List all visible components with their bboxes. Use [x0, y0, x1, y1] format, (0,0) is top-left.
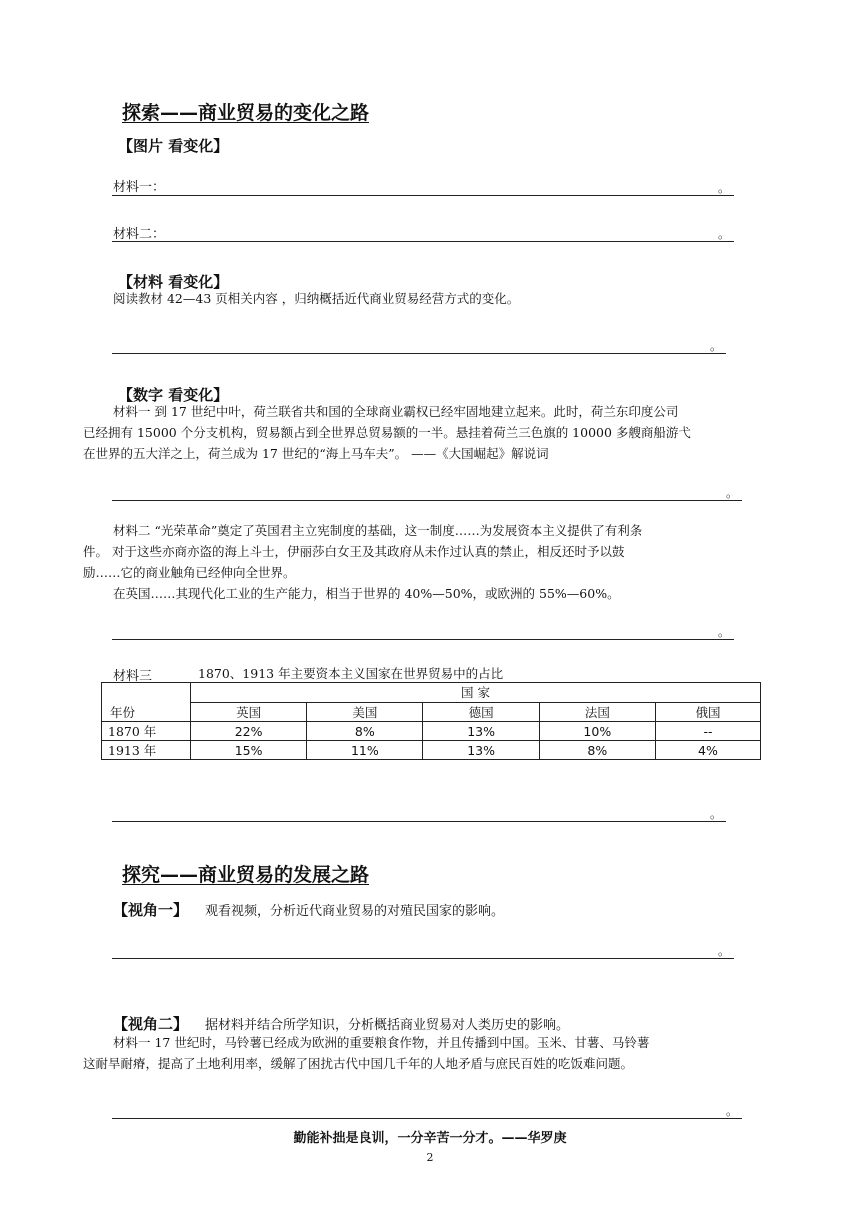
- value-cell: 22%: [191, 722, 307, 741]
- material-prompt: 阅读教材 42—43 页相关内容 ，归纳概括近代商业贸易经营方式的变化。: [113, 291, 520, 306]
- country-group-header: 国 家: [191, 683, 761, 703]
- line-end-period: 。: [718, 181, 731, 195]
- picture-item2-label: 材料二：: [113, 227, 166, 242]
- number-m2-line3: 励……它的商业触角已经伸向全世界。: [83, 565, 296, 580]
- number-heading: 【数字 看变化】: [118, 386, 229, 404]
- line-end-period: 。: [726, 1104, 739, 1118]
- number-m3-label: 材料三: [113, 669, 153, 684]
- year-cell: 1870 年: [102, 722, 191, 741]
- trade-share-table: [101, 682, 761, 760]
- country-header: 德国: [423, 702, 539, 722]
- value-cell: --: [655, 722, 760, 741]
- number-m1-line2: 已经拥有 15000 个分支机构，贸易额占到全世界总贸易额的一半。悬挂着荷兰三色旗的 10000 多艘商船游弋: [83, 425, 691, 440]
- value-cell: 11%: [307, 741, 423, 760]
- year-header: 年份: [102, 683, 191, 722]
- angle2-label: 【视角二】: [113, 1015, 189, 1033]
- picture-item1-label: 材料一：: [113, 180, 166, 195]
- picture-heading: 【图片 看变化】: [118, 137, 229, 155]
- answer-line-5[interactable]: [112, 639, 734, 640]
- number-m1-line1: 材料一 到 17 世纪中叶，荷兰联省共和国的全球商业霸权已经牢固地建立起来。此时，荷兰东印度公司: [113, 404, 679, 419]
- angle1-label: 【视角一】: [113, 901, 189, 919]
- angle2-m1-line1: 材料一 17 世纪时，马铃薯已经成为欧洲的重要粮食作物，并且传播到中国。玉米、甘薯、马铃薯: [113, 1035, 650, 1050]
- answer-line-8[interactable]: [112, 1118, 742, 1119]
- country-header: 法国: [539, 702, 655, 722]
- line-end-period: 。: [718, 227, 731, 241]
- line-end-period: 。: [718, 625, 731, 639]
- angle1-prompt: 观看视频，分析近代商业贸易的对殖民国家的影响。: [205, 904, 505, 919]
- line-end-period: 。: [726, 486, 739, 500]
- angle2-m1-line2: 这耐旱耐瘠，提高了土地利用率，缓解了困扰古代中国几千年的人地矛盾与庶民百姓的吃饭难问题。: [83, 1056, 634, 1071]
- line-end-period: 。: [710, 339, 723, 353]
- year-cell: 1913 年: [102, 741, 191, 760]
- table-row: [102, 741, 761, 760]
- value-cell: 13%: [423, 722, 539, 741]
- line-end-period: 。: [718, 944, 731, 958]
- section-title-explore: 探索——商业贸易的变化之路: [122, 102, 370, 124]
- value-cell: 8%: [539, 741, 655, 760]
- answer-line-4[interactable]: [112, 500, 742, 501]
- page-number: 2: [426, 1151, 434, 1164]
- footer-quote: 勤能补拙是良训，一分辛苦一分才。——华罗庚: [293, 1131, 567, 1146]
- value-cell: 15%: [191, 741, 307, 760]
- table-row: [102, 722, 761, 741]
- country-header: 俄国: [655, 702, 760, 722]
- line-end-period: 。: [710, 807, 723, 821]
- country-header: 美国: [307, 702, 423, 722]
- answer-line-2[interactable]: [112, 241, 734, 242]
- country-header: 英国: [191, 702, 307, 722]
- section-title-inquiry: 探究——商业贸易的发展之路: [122, 864, 370, 886]
- angle2-prompt: 据材料并结合所学知识，分析概括商业贸易对人类历史的影响。: [205, 1018, 570, 1033]
- number-m2-line4: 在英国……其现代化工业的生产能力，相当于世界的 40%—50%，或欧洲的 55%—60%。: [113, 586, 620, 601]
- number-m2-line2: 件。 对于这些亦商亦盗的海上斗士，伊丽莎白女王及其政府从未作过认真的禁止，相反还时予以鼓: [83, 544, 625, 559]
- value-cell: 4%: [655, 741, 760, 760]
- value-cell: 10%: [539, 722, 655, 741]
- number-m2-line1: 材料二 “光荣革命”奠定了英国君主立宪制度的基础，这一制度……为发展资本主义提供了有利条: [113, 523, 643, 538]
- material-heading: 【材料 看变化】: [118, 273, 229, 291]
- value-cell: 8%: [307, 722, 423, 741]
- value-cell: 13%: [423, 741, 539, 760]
- number-m3-caption: 1870、1913 年主要资本主义国家在世界贸易中的占比: [198, 666, 504, 681]
- answer-line-6[interactable]: [112, 821, 726, 822]
- answer-line-7[interactable]: [112, 958, 734, 959]
- number-m1-line3: 在世界的五大洋之上，荷兰成为 17 世纪的“海上马车夫”。 ——《大国崛起》解说词: [83, 446, 549, 461]
- answer-line-1[interactable]: [112, 195, 734, 196]
- answer-line-3[interactable]: [112, 353, 726, 354]
